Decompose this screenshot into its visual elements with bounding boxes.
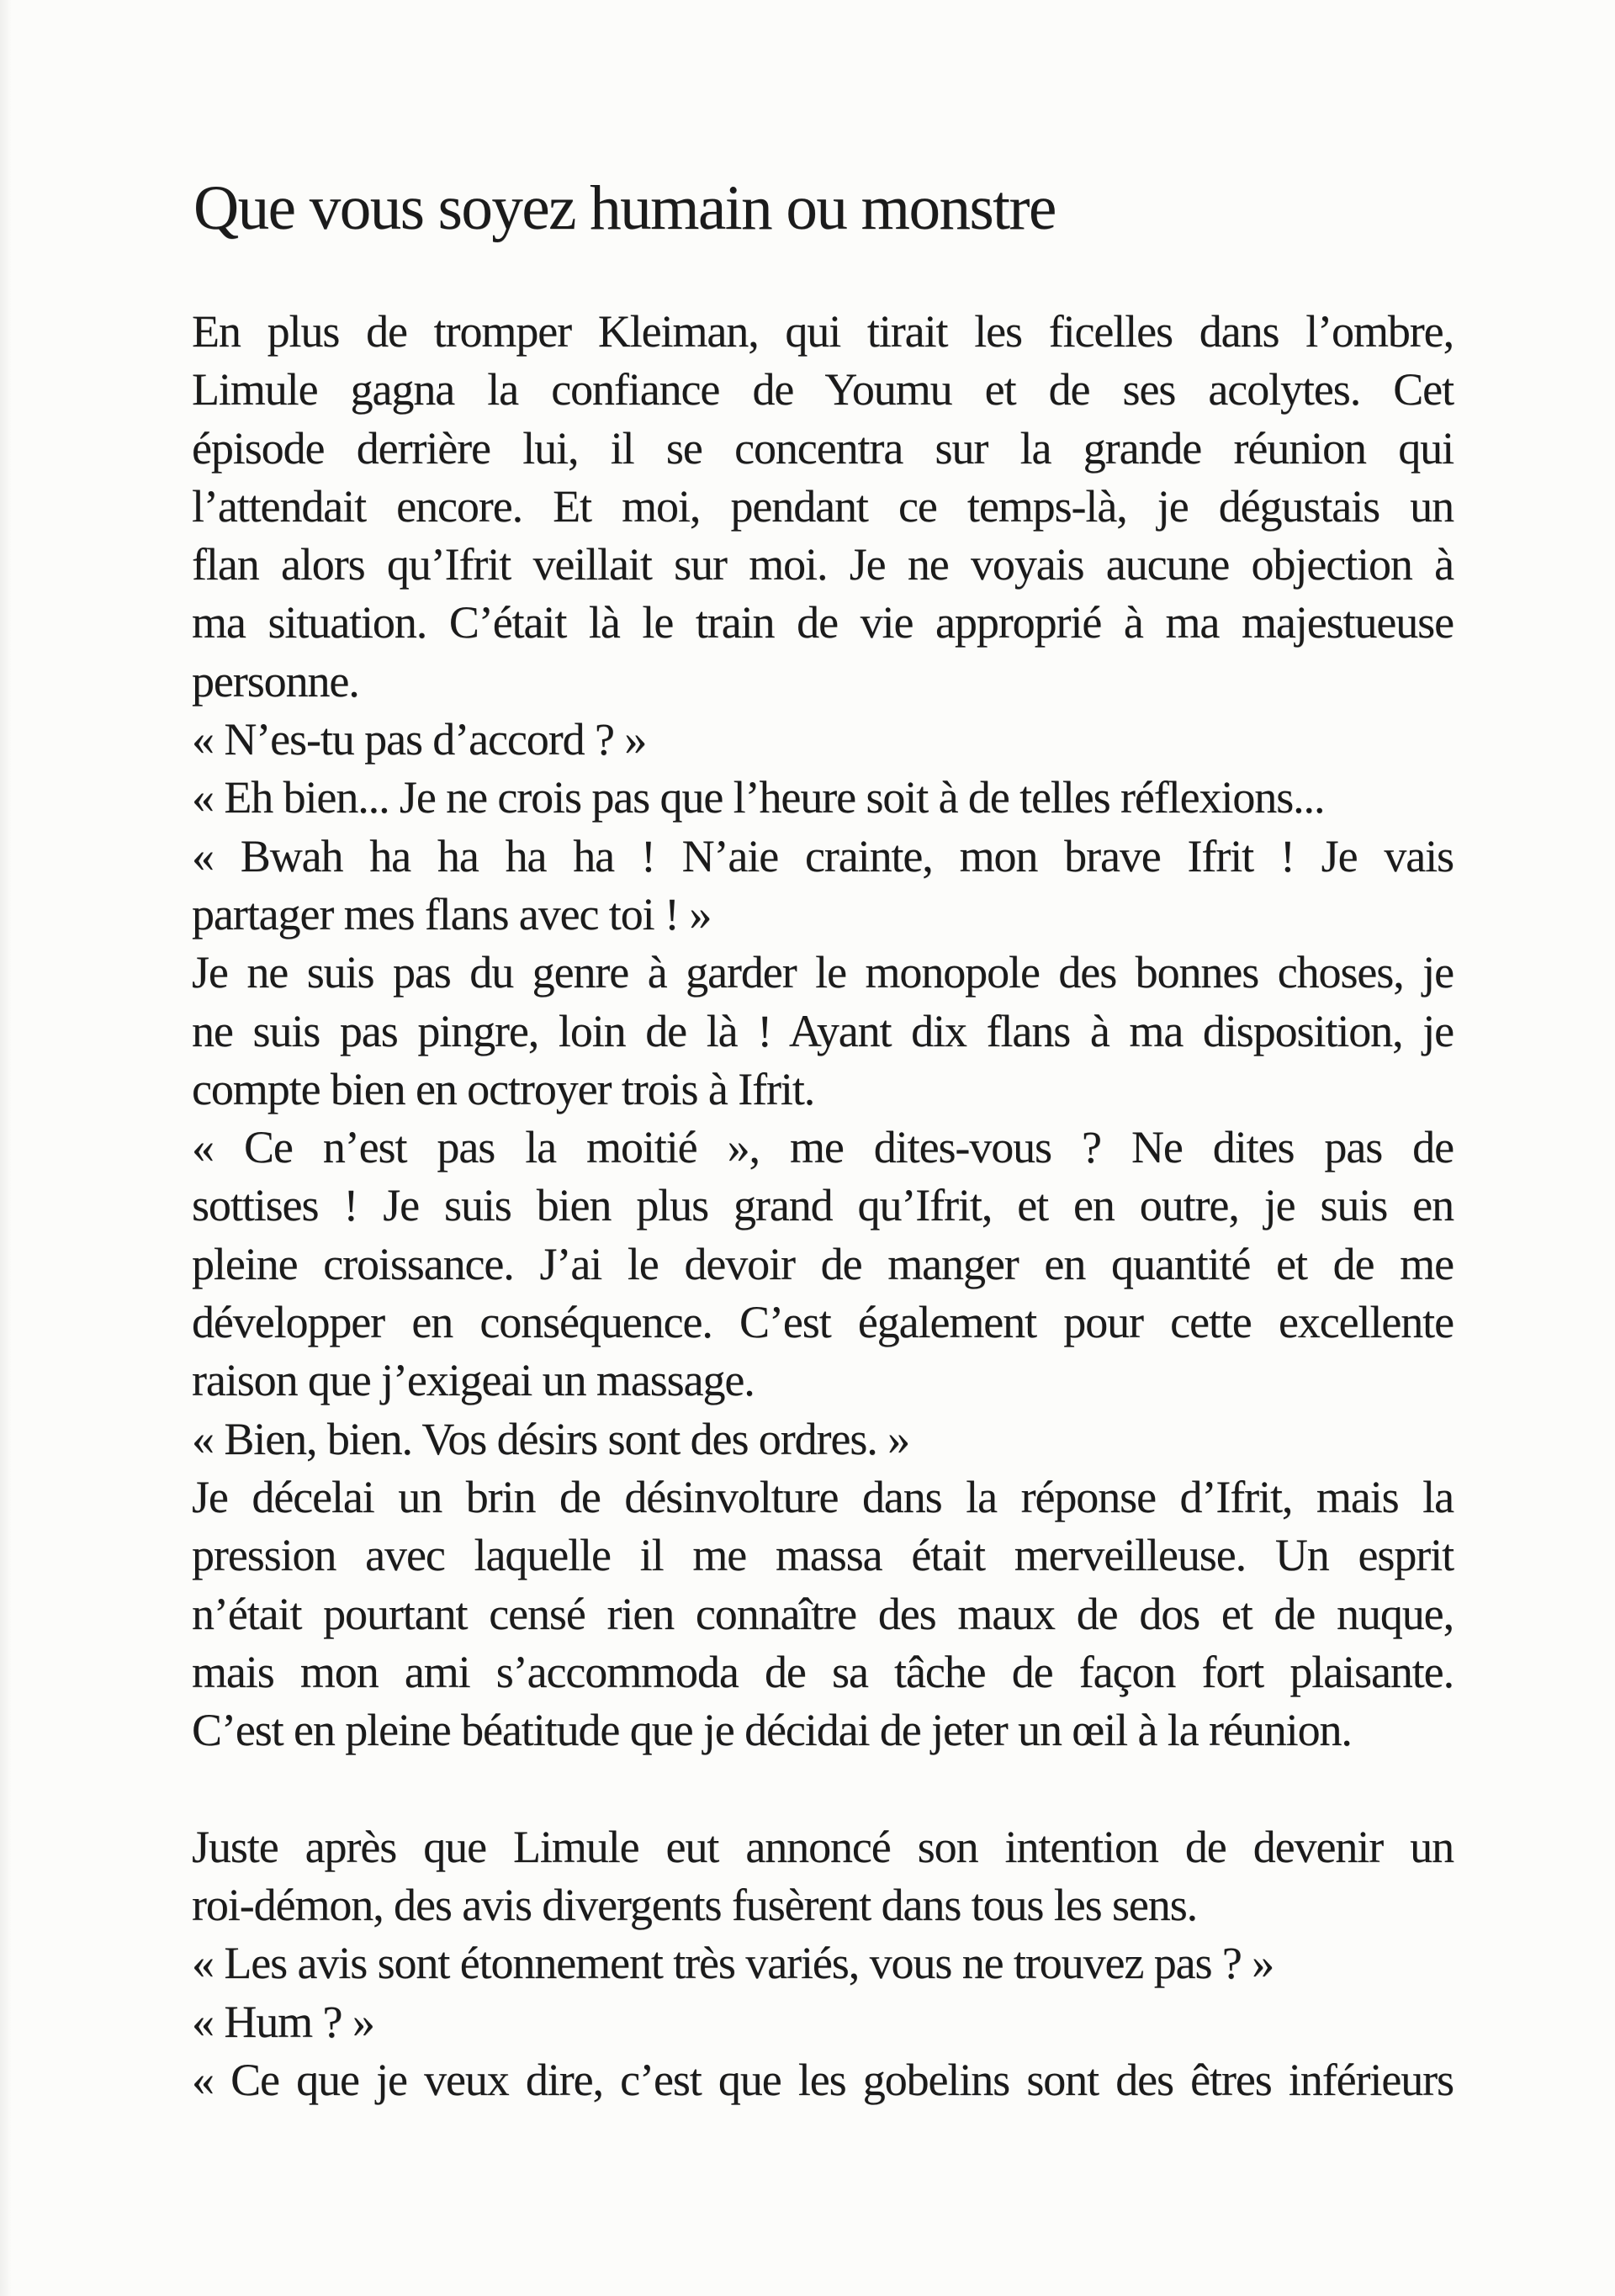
body-text — [192, 303, 1454, 2109]
paragraph — [192, 1934, 1454, 1992]
scan-edge-shadow — [0, 0, 12, 2296]
text-line: En plus de tromper Kleiman, qui tirait les ficelles dans l’ombre, — [192, 306, 1454, 357]
paragraph — [192, 769, 1454, 827]
text-line: développer en conséquence. C’est également pour cette excellente — [192, 1297, 1454, 1348]
text-line: « Ce que je veux dire, c’est que les gobelins sont des êtres inférieurs — [192, 2054, 1454, 2105]
text-line: Je ne suis pas du genre à garder le monopole des bonnes choses, je — [192, 947, 1454, 998]
text-line: flan alors qu’Ifrit veillait sur moi. Je ne voyais aucune objection à — [192, 539, 1454, 590]
text-line: compte bien en octroyer trois à Ifrit. — [192, 1063, 815, 1114]
paragraph — [192, 711, 1454, 769]
text-line: C’est en pleine béatitude que je décidai de jeter un œil à la réunion. — [192, 1705, 1352, 1756]
text-line: personne. — [192, 655, 359, 706]
text-line: pleine croissance. J’ai le devoir de manger en quantité et de me — [192, 1238, 1454, 1289]
text-line: roi-démon, des avis divergents fusèrent dans tous les sens. — [192, 1880, 1198, 1931]
text-line: « Hum ? » — [192, 1996, 374, 2047]
paragraph — [192, 1410, 1454, 1468]
text-line: raison que j’exigeai un massage. — [192, 1355, 755, 1406]
paragraph — [192, 1119, 1454, 1410]
paragraph — [192, 1468, 1454, 1759]
text-line: « Eh bien... Je ne crois pas que l’heure soit à de telles réflexions... — [192, 772, 1325, 823]
text-line: ne suis pas pingre, loin de là ! Ayant dix flans à ma disposition, je — [192, 1005, 1454, 1056]
text-line: « N’es-tu pas d’accord ? » — [192, 714, 647, 765]
text-line: ma situation. C’était là le train de vie approprié à ma majestueuse — [192, 597, 1454, 648]
text-line: partager mes flans avec toi ! » — [192, 888, 712, 939]
paragraph — [192, 944, 1454, 1119]
text-line: Limule gagna la confiance de Youmu et de ses acolytes. Cet — [192, 364, 1454, 415]
paragraph — [192, 828, 1454, 944]
text-line: n’était pourtant censé rien connaître des maux de dos et de nuque, — [192, 1588, 1454, 1639]
text-line: « Les avis sont étonnement très variés, vous ne trouvez pas ? » — [192, 1938, 1274, 1989]
text-line: « Ce n’est pas la moitié », me dites-vous ? Ne dites pas de — [192, 1122, 1454, 1173]
paragraph — [192, 1818, 1454, 1935]
text-line: Juste après que Limule eut annoncé son intention de devenir un — [192, 1821, 1454, 1872]
chapter-title: Que vous soyez humain ou monstre — [193, 173, 1056, 243]
text-line: « Bwah ha ha ha ha ! N’aie crainte, mon brave Ifrit ! Je vais — [192, 830, 1454, 881]
text-line: Je décelai un brin de désinvolture dans la réponse d’Ifrit, mais la — [192, 1471, 1454, 1522]
paragraph — [192, 2051, 1454, 2109]
text-line: sottises ! Je suis bien plus grand qu’Ifrit, et en outre, je suis en — [192, 1180, 1454, 1231]
paragraph — [192, 1993, 1454, 2051]
text-line: mais mon ami s’accommoda de sa tâche de façon fort plaisante. — [192, 1646, 1454, 1697]
paragraph — [192, 303, 1454, 711]
text-line: épisode derrière lui, il se concentra sur la grande réunion qui — [192, 422, 1454, 473]
text-line: « Bien, bien. Vos désirs sont des ordres. » — [192, 1413, 910, 1464]
text-line: l’attendait encore. Et moi, pendant ce temps-là, je dégustais un — [192, 480, 1454, 532]
text-line: pression avec laquelle il me massa était merveilleuse. Un esprit — [192, 1530, 1454, 1581]
